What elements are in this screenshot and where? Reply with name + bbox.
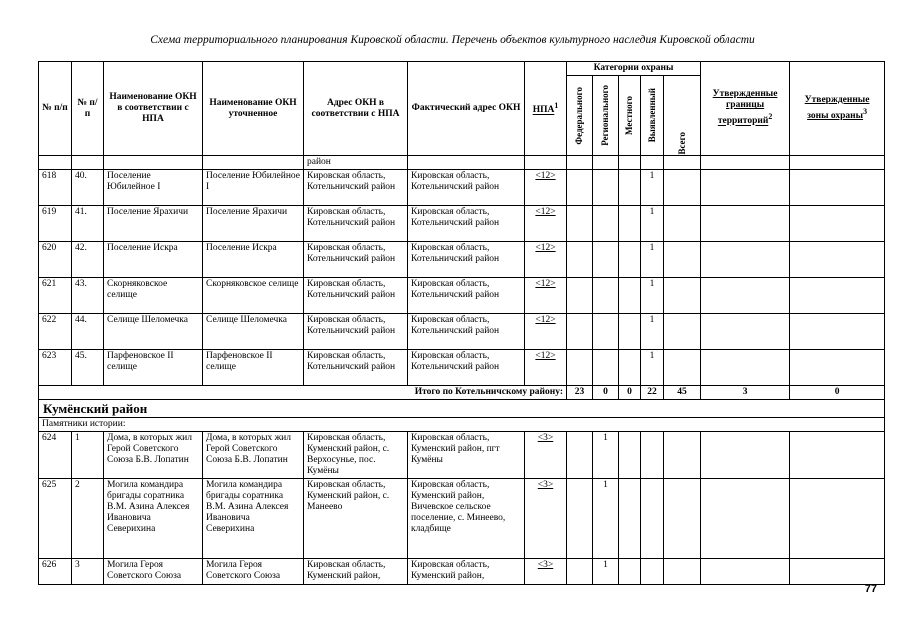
cell-local-number: 40. — [72, 170, 104, 206]
cell-addr-actual: Кировская область, Котельничский район — [408, 242, 525, 278]
cell-row-number: 618 — [39, 170, 72, 206]
table-row — [39, 170, 885, 206]
header-cat-regional: Регионального — [593, 76, 619, 156]
cell-approved-zones — [790, 479, 885, 559]
continuation-row: район — [39, 156, 885, 170]
cell-cat-local — [619, 314, 641, 350]
cell-approved-zones — [790, 170, 885, 206]
header-num: № п/п — [39, 62, 72, 156]
cell-cat-regional — [593, 206, 619, 242]
cell-addr-npa: Кировская область, Куменский район, с. Манеево — [304, 479, 408, 559]
cell-addr-actual: Кировская область, Котельничский район — [408, 206, 525, 242]
cell-name-npa: Скорняковское селище — [104, 278, 203, 314]
cell-cat-total — [664, 432, 701, 479]
cell-name-npa: Селище Шеломечка — [104, 314, 203, 350]
total-vyy: 22 — [641, 386, 664, 400]
cell-cat-regional — [593, 350, 619, 386]
cell-name-precise: Могила командира бригады соратника В.М. Азина Алексея Ивановича Северихина — [203, 479, 304, 559]
cell-cat-identified — [641, 479, 664, 559]
cell-addr-actual: Кировская область, Котельничский район — [408, 314, 525, 350]
cell-addr-npa: Кировская область, Котельничский район — [304, 314, 408, 350]
cell-addr-npa: Кировская область, Котельничский район — [304, 350, 408, 386]
header-cat-local: Местного — [619, 76, 641, 156]
cell-cat-regional — [593, 242, 619, 278]
cell-cat-identified: 1 — [641, 278, 664, 314]
header-num2: № п/п — [72, 62, 104, 156]
cell-local-number: 3 — [72, 559, 104, 585]
cell-cat-identified — [641, 559, 664, 585]
cell-cat-federal — [567, 432, 593, 479]
cell-cat-regional: 1 — [593, 479, 619, 559]
district-row — [39, 400, 885, 418]
total-bord: 3 — [701, 386, 790, 400]
table-body — [39, 156, 885, 585]
cell-cat-federal — [567, 479, 593, 559]
cell-approved-borders — [701, 432, 790, 479]
cell-name-precise: Скорняковское селище — [203, 278, 304, 314]
table-row — [39, 479, 885, 559]
total-tot: 45 — [664, 386, 701, 400]
cell-npa-ref: <12> — [525, 242, 567, 278]
total-label: Итого по Котельничскому району: — [39, 386, 567, 400]
cell-addr-npa: Кировская область, Котельничский район — [304, 242, 408, 278]
header-protection-group: Категории охраны — [567, 62, 701, 76]
header-npa: НПА$^1$ — [525, 62, 567, 156]
cell-cat-federal — [567, 350, 593, 386]
cell-approved-zones — [790, 559, 885, 585]
cell-name-precise: Поселение Ярахичи — [203, 206, 304, 242]
cell-cat-local — [619, 479, 641, 559]
cell-cat-total — [664, 314, 701, 350]
cell-cat-identified — [641, 432, 664, 479]
cell-addr-npa: Кировская область, Котельничский район — [304, 206, 408, 242]
cell-row-number: 623 — [39, 350, 72, 386]
cell-cat-total — [664, 350, 701, 386]
cell-cat-total — [664, 206, 701, 242]
total-zone: 0 — [790, 386, 885, 400]
cell-cat-identified: 1 — [641, 242, 664, 278]
cell-local-number: 43. — [72, 278, 104, 314]
cell-approved-borders — [701, 242, 790, 278]
cell-approved-zones — [790, 314, 885, 350]
cell-npa-ref: <3> — [525, 559, 567, 585]
cell-cat-local — [619, 432, 641, 479]
header-cat-identified: Выявленный — [641, 76, 664, 156]
cell-local-number: 41. — [72, 206, 104, 242]
header-name-npa: Наименование ОКН в соответствии с НПА — [104, 62, 203, 156]
cell-local-number: 45. — [72, 350, 104, 386]
cell-approved-zones — [790, 242, 885, 278]
cell-row-number: 620 — [39, 242, 72, 278]
cell-approved-zones — [790, 278, 885, 314]
table-row — [39, 314, 885, 350]
cell-name-precise: Поселение Юбилейное I — [203, 170, 304, 206]
cell-approved-borders — [701, 350, 790, 386]
cell-addr-actual: Кировская область, Куменский район, пгт Кумёны — [408, 432, 525, 479]
cell-addr-npa: Кировская область, Куменский район, с. Верхосунье, пос. Кумёны — [304, 432, 408, 479]
cell-npa-ref: <12> — [525, 206, 567, 242]
cell-name-npa: Дома, в которых жил Герой Советского Союза Б.В. Лопатин — [104, 432, 203, 479]
cell-local-number: 2 — [72, 479, 104, 559]
cell-name-npa: Поселение Ярахичи — [104, 206, 203, 242]
cell-cat-identified: 1 — [641, 350, 664, 386]
cell-addr-actual: Кировская область, Куменский район, Вичевское сельское поселение, с. Минеево, кладбище — [408, 479, 525, 559]
cell-row-number: 626 — [39, 559, 72, 585]
cell-npa-ref: <12> — [525, 350, 567, 386]
header-addr-actual: Фактический адрес ОКН — [408, 62, 525, 156]
cell-cat-federal — [567, 314, 593, 350]
cell-addr-actual: Кировская область, Котельничский район — [408, 170, 525, 206]
table-header — [39, 62, 885, 156]
cell-cat-local — [619, 559, 641, 585]
cell-approved-borders — [701, 314, 790, 350]
cell-npa-ref: <12> — [525, 314, 567, 350]
cell-cat-identified: 1 — [641, 206, 664, 242]
cell-addr-actual: Кировская область, Котельничский район — [408, 350, 525, 386]
total-loc: 0 — [619, 386, 641, 400]
header-name-precise: Наименование ОКН уточненное — [203, 62, 304, 156]
total-reg: 0 — [593, 386, 619, 400]
cell-cat-regional — [593, 170, 619, 206]
cell-cat-federal — [567, 559, 593, 585]
header-approved-zones: Утвержденные зоны охраны$^3$ — [790, 62, 885, 156]
cell-cat-total — [664, 479, 701, 559]
cell-cat-local — [619, 242, 641, 278]
total-fed: 23 — [567, 386, 593, 400]
cell-npa-ref: <3> — [525, 479, 567, 559]
cell-cat-identified: 1 — [641, 314, 664, 350]
cell-name-precise: Дома, в которых жил Герой Советского Союза Б.В. Лопатин — [203, 432, 304, 479]
cell-npa-ref: <12> — [525, 170, 567, 206]
cell-cat-local — [619, 170, 641, 206]
cell-addr-actual: Кировская область, Куменский район, — [408, 559, 525, 585]
cell-cat-federal — [567, 206, 593, 242]
total-row — [39, 386, 885, 400]
cell-row-number: 622 — [39, 314, 72, 350]
subhead-row — [39, 418, 885, 432]
document-title: Схема территориального планирования Кировской области. Перечень объектов культурного наследия Кировской области — [150, 34, 755, 46]
cell-addr-npa: Кировская область, Котельничский район — [304, 278, 408, 314]
cell-approved-borders — [701, 278, 790, 314]
subhead-label: Памятники истории: — [39, 418, 885, 432]
cell-cat-regional: 1 — [593, 432, 619, 479]
cell-name-npa: Парфеновское II селище — [104, 350, 203, 386]
cell-cat-total — [664, 278, 701, 314]
table-row — [39, 242, 885, 278]
table-row — [39, 350, 885, 386]
cell-approved-zones — [790, 350, 885, 386]
cell-local-number: 1 — [72, 432, 104, 479]
header-cat-federal: Федерального — [567, 76, 593, 156]
header-approved-borders: Утвержденные границы территорий$^2$ — [701, 62, 790, 156]
cell-name-precise: Могила Героя Советского Союза — [203, 559, 304, 585]
cell-cat-total — [664, 559, 701, 585]
cell-name-precise: Поселение Искра — [203, 242, 304, 278]
cell-approved-zones — [790, 206, 885, 242]
cell-cat-local — [619, 278, 641, 314]
table-row — [39, 432, 885, 479]
cell-cat-regional: 1 — [593, 559, 619, 585]
cell-cat-local — [619, 206, 641, 242]
cell-cat-regional — [593, 278, 619, 314]
district-name: Кумёнский район — [39, 400, 885, 418]
header-cat-total: Всего — [664, 76, 701, 156]
cell-cat-federal — [567, 278, 593, 314]
cell-name-precise: Селище Шеломечка — [203, 314, 304, 350]
cell-cat-federal — [567, 242, 593, 278]
header-addr-npa: Адрес ОКН в соответствии с НПА — [304, 62, 408, 156]
cell-local-number: 42. — [72, 242, 104, 278]
cell-row-number: 621 — [39, 278, 72, 314]
cell-cat-local — [619, 350, 641, 386]
cell-row-number: 625 — [39, 479, 72, 559]
table-row — [39, 559, 885, 585]
cell-name-npa: Поселение Искра — [104, 242, 203, 278]
cell-addr-actual: Кировская область, Котельничский район — [408, 278, 525, 314]
cell-cat-identified: 1 — [641, 170, 664, 206]
cell-name-npa: Могила Героя Советского Союза — [104, 559, 203, 585]
cell-name-precise: Парфеновское II селище — [203, 350, 304, 386]
table-row — [39, 206, 885, 242]
cell-approved-borders — [701, 479, 790, 559]
cell-npa-ref: <12> — [525, 278, 567, 314]
heritage-table — [38, 61, 885, 585]
cell-cat-total — [664, 242, 701, 278]
cell-npa-ref: <3> — [525, 432, 567, 479]
cell-row-number: 619 — [39, 206, 72, 242]
cell-approved-zones — [790, 432, 885, 479]
cell-cat-regional — [593, 314, 619, 350]
cell-cat-federal — [567, 170, 593, 206]
cell-name-npa: Могила командира бригады соратника В.М. Азина Алексея Ивановича Северихина — [104, 479, 203, 559]
cell-row-number: 624 — [39, 432, 72, 479]
cell-addr-npa: Кировская область, Куменский район, — [304, 559, 408, 585]
cell-addr-npa: Кировская область, Котельничский район — [304, 170, 408, 206]
cell-approved-borders — [701, 206, 790, 242]
cell-local-number: 44. — [72, 314, 104, 350]
page-number: 77 — [864, 583, 877, 595]
cell-approved-borders — [701, 170, 790, 206]
cell-cat-total — [664, 170, 701, 206]
cell-name-npa: Поселение Юбилейное I — [104, 170, 203, 206]
cell-approved-borders — [701, 559, 790, 585]
table-row — [39, 278, 885, 314]
